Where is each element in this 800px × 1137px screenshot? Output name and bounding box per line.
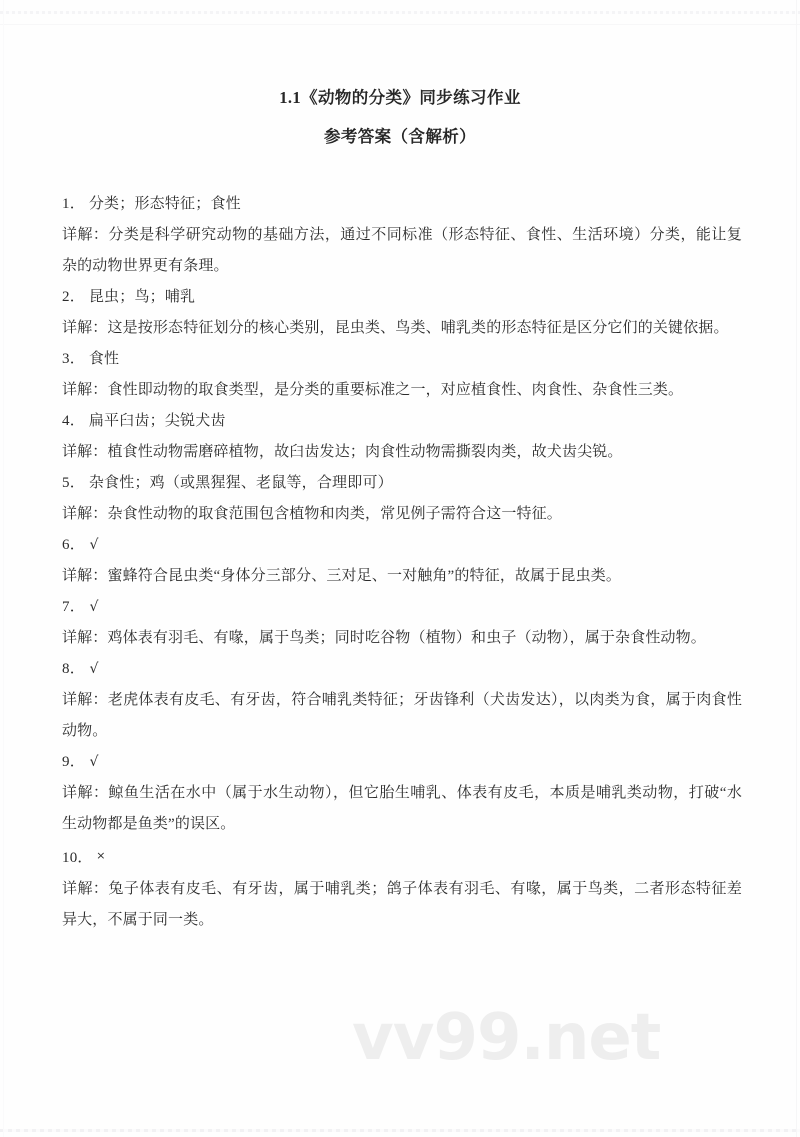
- answer-item: [62, 840, 742, 936]
- answer-mark-check-icon: √: [84, 599, 99, 615]
- answer-text: 昆虫；鸟；哺乳: [84, 289, 196, 305]
- answer-explanation: 详解：杂食性动物的取食范围包含植物和肉类，常见例子需符合这一特征。: [62, 506, 562, 522]
- answer-explanation: 详解：植食性动物需磨碎植物，故臼齿发达；肉食性动物需撕裂肉类，故犬齿尖锐。: [62, 444, 623, 460]
- scan-artifact-top-secondary: [0, 24, 800, 25]
- document-content: [0, 82, 800, 936]
- answer-number: 5．: [62, 475, 85, 491]
- answer-item: [62, 747, 742, 840]
- answer-line: [62, 747, 742, 778]
- answer-list: [0, 189, 800, 936]
- answer-item: [62, 592, 742, 654]
- answer-line: [62, 189, 742, 220]
- watermark: vv99.net: [352, 1001, 661, 1075]
- answer-line: [62, 530, 742, 561]
- answer-text: 分类；形态特征；食性: [84, 196, 241, 212]
- document-title-block: [0, 82, 800, 152]
- answer-explanation: 详解：这是按形态特征划分的核心类别，昆虫类、鸟类、哺乳类的形态特征是区分它们的关键依据。: [62, 320, 729, 336]
- answer-item: [62, 282, 742, 344]
- answer-line: [62, 344, 742, 375]
- answer-number: 7．: [62, 599, 85, 615]
- answer-mark-check-icon: √: [84, 537, 99, 553]
- answer-number: 1．: [62, 196, 85, 212]
- answer-text: 食性: [84, 351, 120, 367]
- answer-explanation: 详解：分类是科学研究动物的基础方法，通过不同标准（形态特征、食性、生活环境）分类，能让复杂的动物世界更有条理。: [62, 227, 742, 274]
- answer-item: [62, 406, 742, 468]
- answer-number: 8．: [62, 661, 85, 677]
- answer-explanation: 详解：鲸鱼生活在水中（属于水生动物），但它胎生哺乳、体表有皮毛，本质是哺乳类动物，打破“水生动物都是鱼类”的误区。: [62, 785, 742, 832]
- answer-text: 杂食性；鸡（或黑猩猩、老鼠等，合理即可）: [84, 475, 393, 491]
- page-title: 1.1《动物的分类》同步练习作业: [279, 88, 521, 107]
- answer-explanation: 详解：蜜蜂符合昆虫类“身体分三部分、三对足、一对触角”的特征，故属于昆虫类。: [62, 568, 622, 584]
- answer-number: 4．: [62, 413, 85, 429]
- answer-explanation: 详解：兔子体表有皮毛、有牙齿，属于哺乳类；鸽子体表有羽毛、有喙，属于鸟类，二者形态特征差异大，不属于同一类。: [62, 881, 742, 928]
- scan-artifact-top: [0, 11, 800, 14]
- answer-item: [62, 189, 742, 282]
- answer-number: 9．: [62, 754, 85, 770]
- scan-artifact-bottom: [0, 1129, 800, 1132]
- answer-line: [62, 406, 742, 437]
- answer-explanation: 详解：老虎体表有皮毛、有牙齿，符合哺乳类特征；牙齿锋利（犬齿发达），以肉类为食，属于肉食性动物。: [62, 692, 742, 739]
- answer-line: [62, 282, 742, 313]
- answer-item: [62, 344, 742, 406]
- answer-number: 10．: [62, 850, 93, 866]
- answer-number: 2．: [62, 289, 85, 305]
- answer-mark-check-icon: √: [84, 754, 99, 770]
- answer-explanation: 详解：食性即动物的取食类型，是分类的重要标准之一，对应植食性、肉食性、杂食性三类。: [62, 382, 684, 398]
- answer-line: [62, 592, 742, 623]
- answer-explanation: 详解：鸡体表有羽毛、有喙，属于鸟类；同时吃谷物（植物）和虫子（动物），属于杂食性动物。: [62, 630, 706, 646]
- answer-line: [62, 654, 742, 685]
- answer-mark-check-icon: √: [84, 661, 99, 677]
- answer-line: [62, 840, 742, 874]
- page-subtitle: 参考答案（含解析）: [323, 127, 477, 146]
- answer-item: [62, 530, 742, 592]
- answer-number: 3．: [62, 351, 85, 367]
- answer-item: [62, 654, 742, 747]
- answer-mark-cross-icon: ×: [92, 849, 106, 862]
- answer-text: 扁平臼齿；尖锐犬齿: [84, 413, 226, 429]
- answer-line: [62, 468, 742, 499]
- answer-item: [62, 468, 742, 530]
- answer-number: 6．: [62, 537, 85, 553]
